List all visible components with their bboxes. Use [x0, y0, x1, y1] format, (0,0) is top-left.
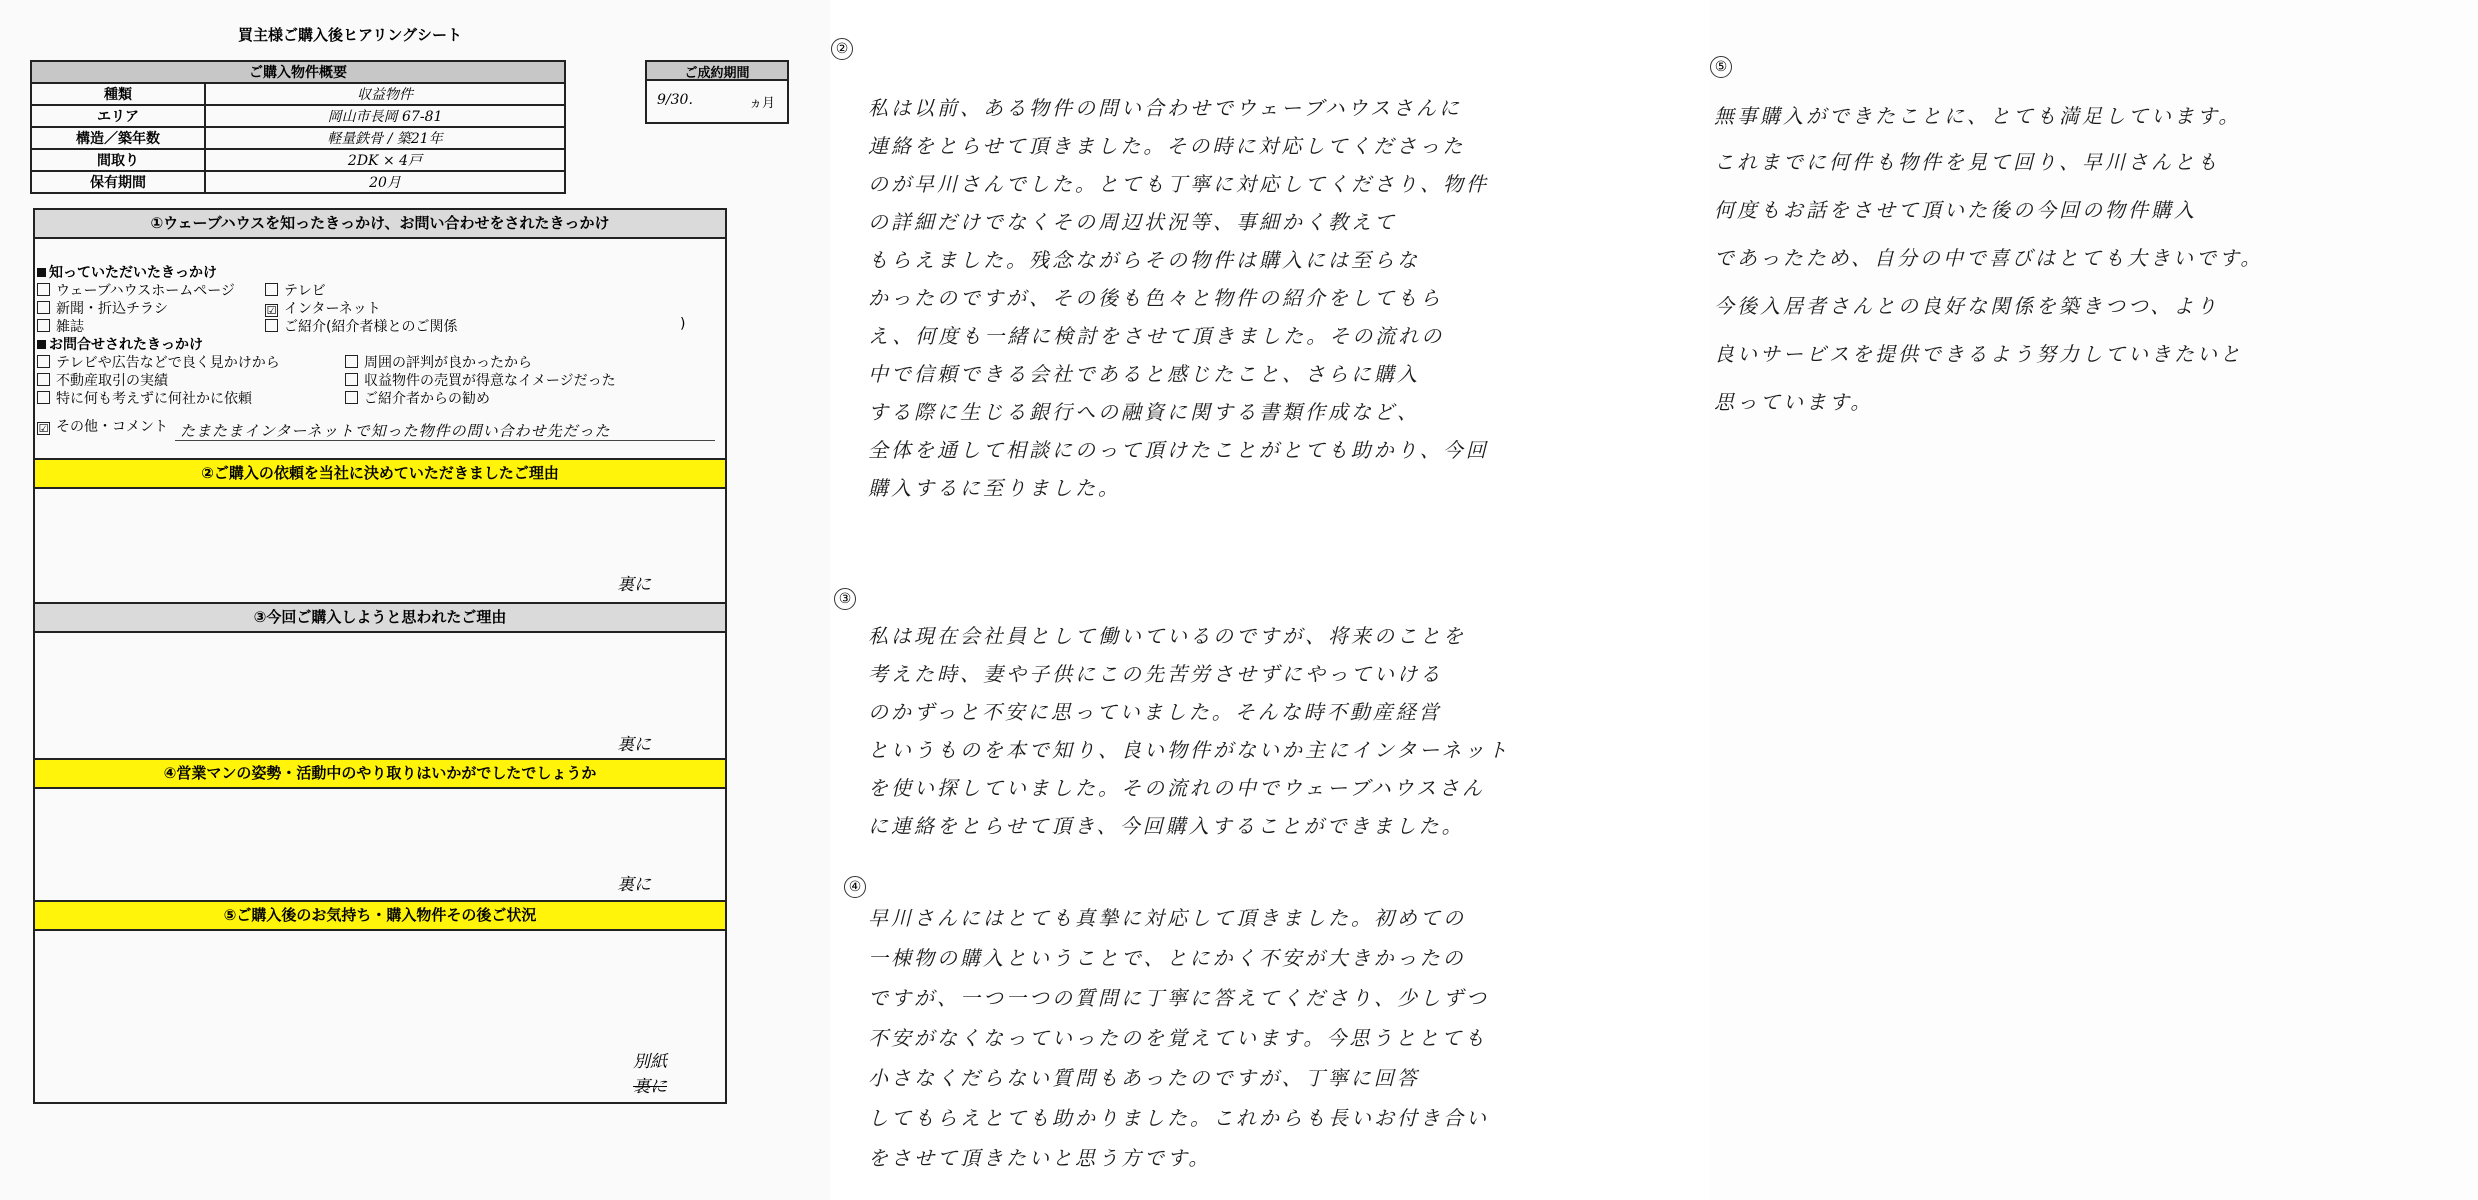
- option-tv[interactable]: テレビ: [265, 280, 326, 300]
- answer-2-line: かったのですが、その後も色々と物件の紹介をしてもら: [868, 286, 1443, 310]
- term-date: 9/30.: [657, 92, 693, 108]
- sheet-title: 買主様ご購入後ヒアリングシート: [237, 26, 463, 44]
- table-row: [31, 83, 565, 105]
- overview-value: 岡山市長岡 67-81: [205, 105, 565, 127]
- q5-struck-note: 裏に: [633, 1077, 667, 1097]
- referral-close-paren: ): [680, 316, 686, 332]
- overview-label: 構造／築年数: [31, 127, 205, 149]
- answer-4-line: 不安がなくなっていったのを覚えています。今思うととても: [868, 1026, 1488, 1050]
- hearing-sheet-page: [0, 0, 830, 1200]
- answer-2-line: 購入するに至りました。: [868, 476, 1121, 500]
- q3-heading: ③今回ご購入しようと思われたご理由: [35, 602, 725, 633]
- overview-value: 軽量鉄骨 / 築21年: [205, 127, 565, 149]
- q4-heading: ④営業マンの姿勢・活動中のやり取りはいかがでしたでしょうか: [35, 758, 725, 789]
- term-unit: ヵ月: [748, 96, 775, 111]
- option-magazine[interactable]: 雑誌: [37, 316, 84, 336]
- overview-label: 種類: [31, 83, 205, 105]
- option-track-record[interactable]: 不動産取引の実績: [37, 370, 168, 390]
- answer-5-line: であったため、自分の中で喜びはとても大きいです。: [1714, 246, 2264, 270]
- answer-2-line: する際に生じる銀行への融資に関する書類作成など、: [868, 400, 1420, 424]
- checkbox-icon[interactable]: [37, 373, 50, 386]
- other-comment[interactable]: たまたまインターネットで知った物件の問い合わせ先だった: [180, 422, 611, 440]
- answer-2-line: もらえました。残念ながらその物件は購入には至らな: [868, 248, 1420, 272]
- answer-2-line: のが早川さんでした。とても丁寧に対応してくださり、物件: [868, 172, 1489, 196]
- option-homepage[interactable]: ウェーブハウスホームページ: [37, 280, 235, 300]
- answer-2-line: え、何度も一緒に検討をさせて頂きました。その流れの: [868, 324, 1445, 348]
- checkbox-icon[interactable]: [265, 319, 278, 332]
- square-bullet-icon: [37, 340, 46, 349]
- option-referral[interactable]: ご紹介(紹介者様とのご関係: [265, 316, 457, 336]
- checkbox-icon[interactable]: [345, 355, 358, 368]
- overview-label: 間取り: [31, 149, 205, 171]
- table-row: [31, 127, 565, 149]
- overview-header: ご購入物件概要: [31, 61, 565, 83]
- answer-2-line: の詳細だけでなくその周辺状況等、事細かく教えて: [868, 210, 1397, 234]
- option-ads[interactable]: テレビや広告などで良く見かけから: [37, 352, 280, 372]
- table-row: [31, 171, 565, 193]
- overview-value: 収益物件: [205, 83, 565, 105]
- q2-note: 裏に: [617, 575, 651, 595]
- checkbox-icon[interactable]: [37, 391, 50, 404]
- contract-term-box: [645, 60, 789, 124]
- checkbox-icon[interactable]: [345, 373, 358, 386]
- answer-5-line: 良いサービスを提供できるよう努力していきたいと: [1714, 342, 2243, 366]
- checkbox-icon[interactable]: [265, 283, 278, 296]
- answer-5-line: 今後入居者さんとの良好な関係を築きつつ、より: [1714, 294, 2220, 318]
- answer-2-number: ②: [831, 38, 853, 60]
- answer-3-line: 考えた時、妻や子供にこの先苦労させずにやっていける: [868, 662, 1443, 686]
- answer-4-line: してもらえとても助かりました。これからも長いお付き合い: [868, 1106, 1489, 1130]
- checkbox-icon[interactable]: [345, 391, 358, 404]
- table-row: [31, 105, 565, 127]
- answer-4-line: ですが、一つ一つの質問に丁寧に答えてくださり、少しずつ: [868, 986, 1489, 1010]
- option-reputation[interactable]: 周囲の評判が良かったから: [345, 352, 532, 372]
- q1-subheading-known: 知っていただいたきっかけ: [37, 262, 217, 282]
- option-other[interactable]: ☑ その他・コメント: [38, 419, 168, 435]
- checkbox-icon[interactable]: [37, 301, 50, 314]
- term-header: ご成約期間: [647, 62, 787, 81]
- q5-heading: ⑤ご購入後のお気持ち・購入物件その後ご状況: [35, 900, 725, 931]
- checkbox-icon[interactable]: [37, 283, 50, 296]
- overview-value: 20月: [205, 171, 565, 193]
- answer-5-line: 思っています。: [1714, 390, 1874, 414]
- answer-5-line: 何度もお話をさせて頂いた後の今回の物件購入: [1714, 198, 2197, 222]
- checked-checkbox-icon[interactable]: ☑: [266, 304, 277, 317]
- q2-heading: ②ご購入の依頼を当社に決めていただきましたご理由: [35, 458, 725, 489]
- option-multiple[interactable]: 特に何も考えずに何社かに依頼: [37, 388, 252, 408]
- answer-2-line: 私は以前、ある物件の問い合わせでウェーブハウスさんに: [868, 96, 1462, 120]
- answer-4-line: 小さなくだらない質問もあったのですが、丁寧に回答: [868, 1066, 1420, 1090]
- answer-2-line: 全体を通して相談にのって頂けたことがとても助かり、今回: [868, 438, 1489, 462]
- questions-box: [33, 208, 727, 1104]
- answer-3-line: に連絡をとらせて頂き、今回購入することができました。: [868, 814, 1465, 838]
- checked-checkbox-icon[interactable]: ☑: [38, 422, 49, 435]
- answer-4-line: 一棟物の購入ということで、とにかく不安が大きかったの: [868, 946, 1466, 970]
- property-overview-table: [30, 60, 566, 194]
- answer-5-line: 無事購入ができたことに、とても満足しています。: [1714, 104, 2242, 128]
- answer-3-line: というものを本で知り、良い物件がないか主にインターネット: [868, 738, 1511, 762]
- checkbox-icon[interactable]: [37, 319, 50, 332]
- table-row: [31, 149, 565, 171]
- answer-3-line: を使い探していました。その流れの中でウェーブハウスさん: [868, 776, 1485, 800]
- checkbox-icon[interactable]: [37, 355, 50, 368]
- answer-3-line: 私は現在会社員として働いているのですが、将来のことを: [868, 624, 1466, 648]
- answer-5-page: [1710, 0, 2478, 1200]
- q4-note: 裏に: [617, 875, 651, 895]
- answer-5-line: これまでに何件も物件を見て回り、早川さんとも: [1714, 150, 2220, 174]
- square-bullet-icon: [37, 268, 46, 277]
- q1-subheading-inquiry: お問合せされたきっかけ: [37, 334, 203, 354]
- answer-3-number: ③: [834, 588, 856, 610]
- answer-4-line: をさせて頂きたいと思う方です。: [868, 1146, 1212, 1170]
- option-internet[interactable]: ☑ インターネット: [266, 301, 381, 317]
- answer-2-line: 中で信頼できる会社であると感じたこと、さらに購入: [868, 362, 1420, 386]
- answer-2-line: 連絡をとらせて頂きました。その時に対応してくださった: [868, 134, 1466, 158]
- overview-label: エリア: [31, 105, 205, 127]
- answer-4-number: ④: [844, 876, 866, 898]
- answer-5-number: ⑤: [1710, 56, 1732, 78]
- q3-note: 裏に: [617, 735, 651, 755]
- q5-note: 別紙: [633, 1052, 667, 1072]
- option-referrer[interactable]: ご紹介者からの勧め: [345, 388, 490, 408]
- overview-label: 保有期間: [31, 171, 205, 193]
- answer-3-line: のかずっと不安に思っていました。そんな時不動産経営: [868, 700, 1442, 724]
- q1-heading: ①ウェーブハウスを知ったきっかけ、お問い合わせをされたきっかけ: [35, 210, 725, 239]
- answer-4-line: 早川さんにはとても真摯に対応して頂きました。初めての: [868, 906, 1466, 930]
- overview-value: 2DK × 4戸: [205, 149, 565, 171]
- option-newspaper[interactable]: 新聞・折込チラシ: [37, 298, 168, 318]
- option-specialty[interactable]: 収益物件の売買が得意なイメージだった: [345, 370, 616, 390]
- answers-page: [830, 0, 1710, 1200]
- comment-underline: [175, 440, 715, 441]
